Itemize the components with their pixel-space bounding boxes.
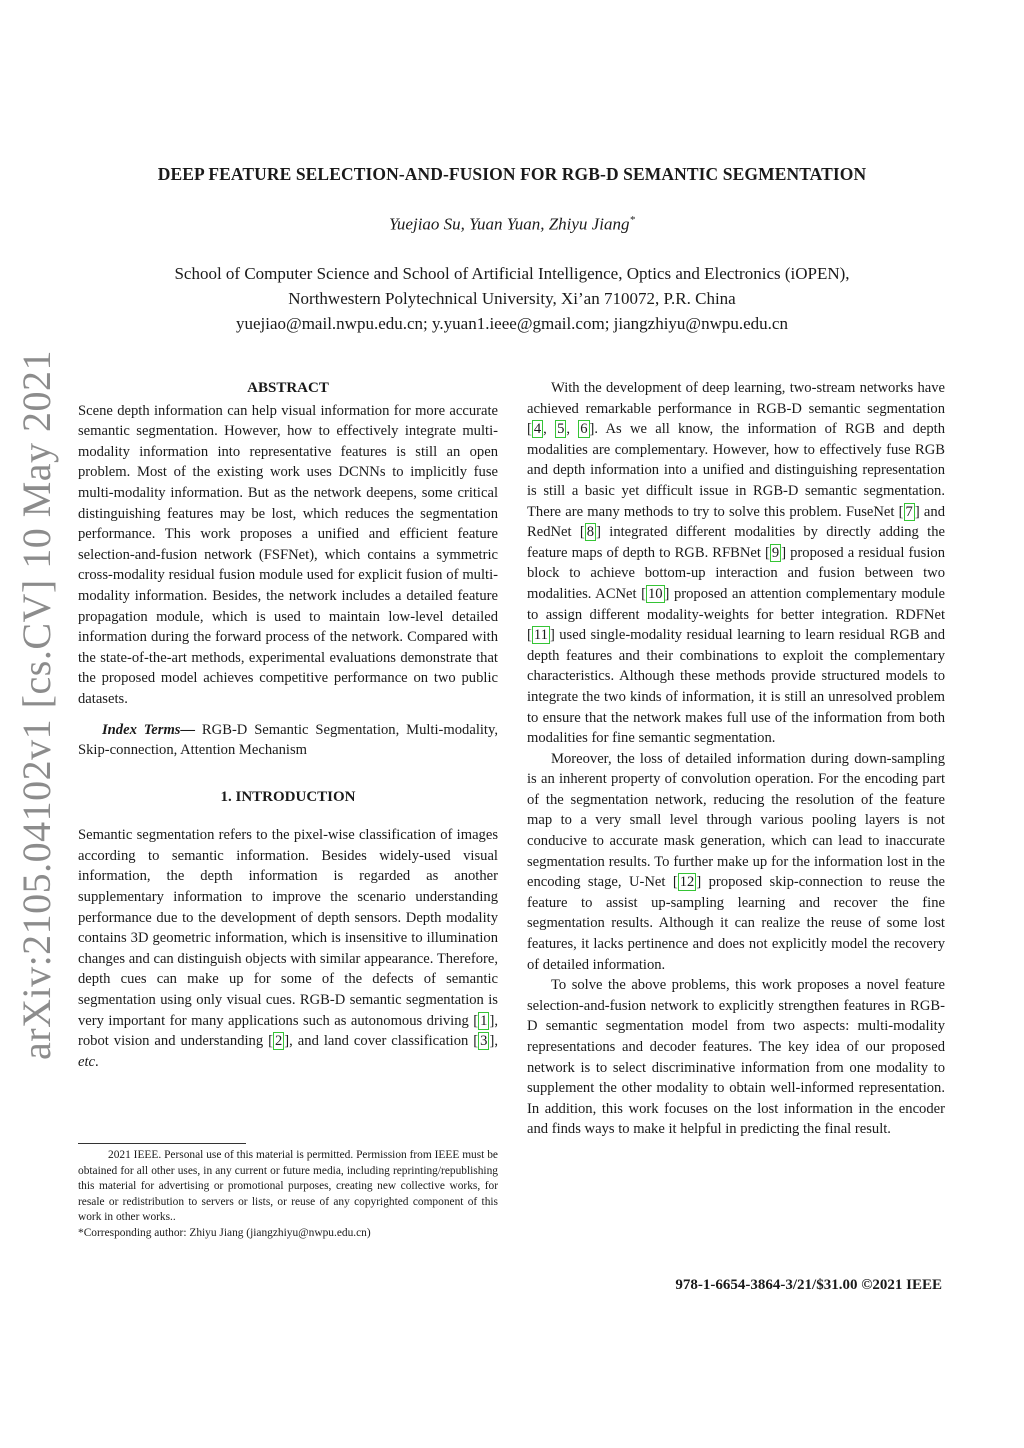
copyright-notice: 2021 IEEE. Personal use of this material is permitted. Permission from IEEE must be obtained for all other uses, in any current or future media, including reprinting/republishing this material for advertising or promotional purposes, creating new collective works, for resale or redistribution to servers or lists, or reuse of any copyrighted component of this work in other works..: [78, 1149, 498, 1224]
body-paragraph: Moreover, the loss of detailed information during down-sampling is an inherent property of convolution operation. For the encoding part of the segmentation network, reducing the resolution of the feature map to a very small level through various pooling layers is not conducive to accurate mask generation, which can lead to inaccurate segmentation results. To further make up for the information lost in the encoding stage, U-Net [ 12 ] proposed skip-connection to reuse the feature to assist up-sampling learning and recover the fine segmentation results. Although it can realize the reuse of some lost features, it lacks pertinence and does not explicitly model the recovery of detailed information.: [527, 750, 945, 973]
text-run: proposed a residual fusion block to achieve bottom-up interaction and fusion between two modalities. ACNet: [527, 544, 945, 602]
text-run: . As we all know, the information of RGB and depth modalities are complementary. However, how to effectively fuse RGB and depth information into a unified and distinguishing representation is still a basic yet difficult issue in RGB-D semantic segmentation. There are many methods to try to solve this problem. FuseNet: [527, 421, 945, 520]
intro-paragraph: Semantic segmentation refers to the pixel-wise classification of images according to semantic information. Besides widely-used visual information, the depth information is regarded as another supplementary information to improve the scenario understanding performance due to the development of depth sensors. Depth modality contains 3D geometric information, which is insensitive to illumination changes and can distinguish objects with similar appearance. Therefore, depth cues can make up for some of the defects of semantic segmentation using only visual cues. RGB-D semantic segmentation is very important for many applications such as autonomous driving [ 1 ], robot vision and understanding [ 2 ], and land cover classification [ 3 ], etc.: [78, 827, 498, 1070]
text-run: ,: [494, 1033, 498, 1050]
text-run: and RedNet: [527, 503, 945, 541]
text-run: , and land cover classification: [289, 1033, 474, 1050]
abstract-heading: ABSTRACT: [247, 380, 329, 396]
etc-text: etc: [78, 1053, 96, 1070]
citation-link[interactable]: 12: [679, 874, 695, 891]
citation-link[interactable]: 1: [480, 1012, 488, 1029]
citation-link[interactable]: 7: [905, 503, 913, 520]
citation-link[interactable]: 4: [533, 421, 542, 438]
citation-link[interactable]: 3: [480, 1033, 488, 1050]
affiliation-line: School of Computer Science and School of Artificial Intelligence, Optics and Electronics (iOPEN),: [174, 264, 850, 283]
citation-link[interactable]: 10: [647, 585, 663, 602]
text-run: used single-modality residual learning to learn residual RGB and depth features and their combinations to exploit the complementary characteristics. Although these methods provide structured models to integrate the two kinds of information, it is still an unresolved problem to ensure that the network makes full use of the information from both modalities for fine semantic segmentation.: [527, 627, 945, 747]
left-column: [78, 378, 498, 1072]
index-terms-text: RGB-D Semantic Segmentation, Multi-modality, Skip-connection, Attention Mechanism: [78, 721, 498, 759]
corresponding-mark: *: [629, 214, 635, 226]
citation-link[interactable]: 9: [771, 544, 780, 561]
text-run: Moreover, the loss of detailed information during down-sampling is an inherent property of convolution operation. For the encoding part of the segmentation network, reducing the resolution of the feature map to a very small level through various pooling layers is not conducive to accurate mask generation, which can lead to inaccurate segmentation results. To further make up for the information lost in the encoding stage, U-Net: [527, 750, 945, 891]
footnote-rule: [78, 1143, 246, 1144]
abstract-text: Scene depth information can help visual information for more accurate semantic segmentation. However, how to effectively integrate multi-modality information into representative features is still an open problem. Most of the existing work uses DCNNs to implicitly fuse multi-modality information. But as the network deepens, some critical distinguishing features may be lost, which reduces the segmentation performance. This work proposes a unified and efficient feature selection-and-fusion network (FSFNet), which contains a symmetric cross-modality residual fusion module used for explicit fusion of multi-modality information. Besides, the network includes a detailed feature propagation module, which is used to maintain low-level detailed information during the forward process of the network. Compared with the state-of-the-art methods, experimental evaluations demonstrate that the proposed model achieves competitive performance on two public datasets.: [78, 402, 498, 707]
index-terms-label: Index Terms—: [102, 721, 196, 738]
body-paragraph: With the development of deep learning, two-stream networks have achieved remarkable performance in RGB-D semantic segmentation [ 4 , 5 , 6 ]. As we all know, the information of RGB and depth modalities are complementary. However, how to effectively fuse RGB and depth information into a unified and distinguishing representation is still a basic yet difficult issue in RGB-D semantic segmentation. There are many methods to try to solve this problem. FuseNet [ 7 ] and RedNet [ 8 ] integrated different modalities by directly adding the feature maps of depth to RGB. RFBNet [ 9 ] proposed a residual fusion block to achieve bottom-up interaction and fusion between two modalities. ACNet [ 10 ] proposed an attention complementary module to assign different modality-weights for better integration. RDFNet [ 11 ] used single-modality residual learning to learn residual RGB and depth features and their combinations to exploit the complementary characteristics. Although these methods provide structured models to integrate the two kinds of information, it is still an unresolved problem to ensure that the network makes full use of the information from both modalities for fine semantic segmentation.: [527, 380, 946, 747]
text-run: Semantic segmentation refers to the pixel-wise classification of images according to semantic information. Besides widely-used visual information, the depth information is regarded as another supplementary information to improve the scenario understanding performance due to the development of depth sensors. Depth modality contains 3D geometric information, which is insensitive to illumination changes and can distinguish objects with similar appearance. Therefore, depth cues can make up for some of the defects of semantic segmentation using only visual cues. RGB-D semantic segmentation is very important for many applications such as autonomous driving: [78, 827, 498, 1029]
body-paragraph: To solve the above problems, this work proposes a novel feature selection-and-fusion network to explicitly strengthen features in RGB-D semantic segmentation model from two aspects: multi-modality representations and decoder features. The key idea of our proposed network is to select discriminative information from one modality to supplement the other modality to obtain well-informed representation. In addition, this work focuses on the lost information in the encoder and finds ways to make it helpful in predicting the final result.: [527, 977, 945, 1138]
author-emails: yuejiao@mail.nwpu.edu.cn; y.yuan1.ieee@gmail.com; jiangzhiyu@nwpu.edu.cn: [236, 314, 788, 333]
right-column: [527, 378, 945, 1140]
text-run: proposed skip-connection to reuse the feature to assist up-sampling learning and recover the fine segmentation results. Although it can realize the reuse of some lost features, it lacks pertinence and does not explicitly model the recovery of detailed information.: [527, 874, 945, 973]
text-run: , robot vision and understanding: [78, 1012, 498, 1050]
citation-link[interactable]: 2: [275, 1033, 283, 1050]
arxiv-identifier: arXiv:2105.04102v1 [cs.CV] 10 May 2021: [14, 349, 59, 1060]
text-run: .: [95, 1053, 99, 1070]
citation-link[interactable]: 6: [580, 421, 588, 438]
text-run: integrated different modalities by directly adding the feature maps of depth to RGB. RFBNet: [527, 524, 946, 561]
text-run: With the development of deep learning, two-stream networks have achieved remarkable performance in RGB-D semantic segmentation: [527, 380, 945, 417]
introduction-heading: 1. INTRODUCTION: [220, 788, 356, 805]
text-run: proposed an attention complementary module to assign different modality-weights for better integration. RDFNet: [527, 585, 945, 623]
corresponding-author-note: *Corresponding author: Zhiyu Jiang (jiangzhiyu@nwpu.edu.cn): [78, 1226, 371, 1239]
author-list: [0, 214, 1024, 235]
citation-link[interactable]: 11: [533, 627, 548, 644]
author-names: Yuejiao Su, Yuan Yuan, Zhiyu Jiang: [389, 214, 630, 234]
footnote: [78, 1143, 498, 1242]
paper-title: DEEP FEATURE SELECTION-AND-FUSION FOR RGB-D SEMANTIC SEGMENTATION: [157, 164, 867, 184]
index-terms: [78, 720, 498, 761]
isbn-copyright: 978-1-6654-3864-3/21/$31.00 ©2021 IEEE: [675, 1277, 942, 1293]
citation-link[interactable]: 8: [586, 524, 595, 541]
citation-link[interactable]: 5: [557, 421, 565, 438]
affiliation-block: [0, 261, 1024, 336]
affiliation-line: Northwestern Polytechnical University, Xi’an 710072, P.R. China: [288, 289, 736, 308]
